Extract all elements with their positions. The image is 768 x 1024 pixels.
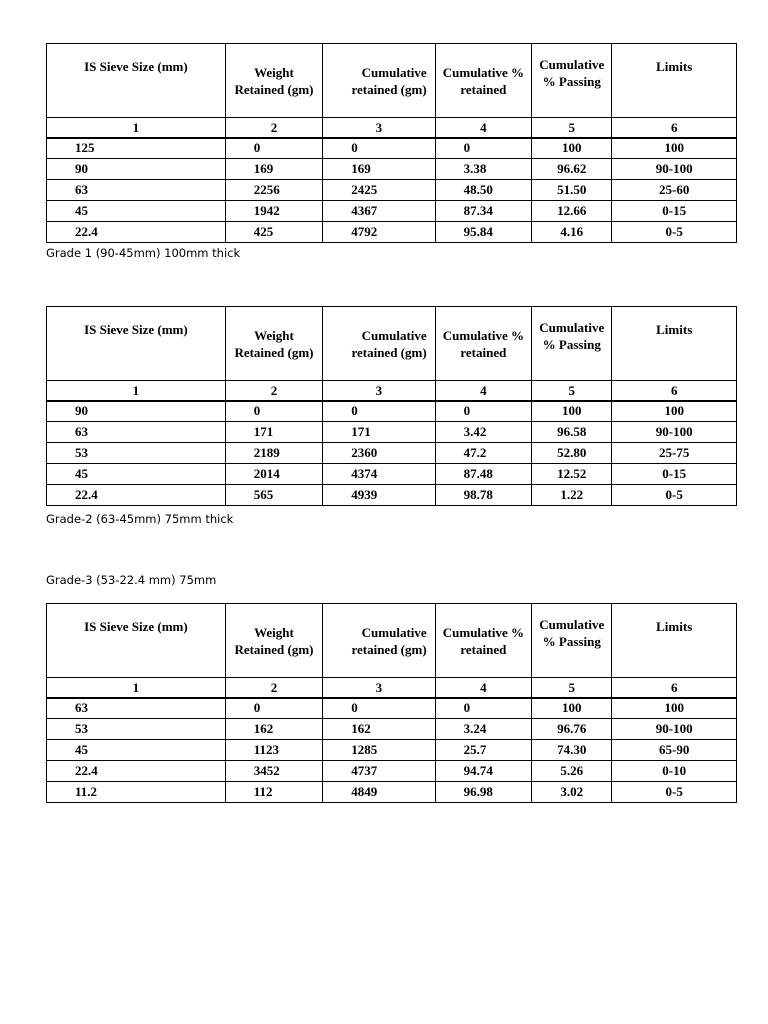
limits-cell: 100	[612, 401, 737, 422]
cumulative-percent-retained-cell: 25.7	[435, 740, 531, 761]
limits-cell: 90-100	[612, 719, 737, 740]
weight-retained-cell: 2014	[225, 464, 322, 485]
cumulative-retained-cell: 169	[323, 159, 435, 180]
column-number: 6	[612, 381, 737, 401]
weight-retained-cell: 2256	[225, 180, 322, 201]
column-number: 5	[532, 381, 612, 401]
sieve-size-cell: 63	[47, 698, 226, 719]
limits-cell: 90-100	[612, 159, 737, 180]
column-number: 5	[532, 118, 612, 138]
header-weight-retained: Weight Retained (gm)	[225, 604, 322, 678]
sieve-size-cell: 45	[47, 740, 226, 761]
weight-retained-cell: 1123	[225, 740, 322, 761]
cumulative-percent-retained-cell: 0	[435, 138, 531, 159]
table-row	[47, 422, 737, 443]
column-number: 2	[225, 381, 322, 401]
cumulative-percent-passing-cell: 51.50	[532, 180, 612, 201]
cumulative-percent-retained-cell: 3.38	[435, 159, 531, 180]
cumulative-retained-cell: 4849	[323, 782, 435, 803]
table-row	[47, 159, 737, 180]
table-row	[47, 201, 737, 222]
cumulative-percent-retained-cell: 87.34	[435, 201, 531, 222]
column-number: 1	[47, 118, 226, 138]
sieve-size-cell: 45	[47, 464, 226, 485]
cumulative-percent-passing-cell: 52.80	[532, 443, 612, 464]
header-cumulative-percent-retained: Cumulative % retained	[435, 44, 531, 118]
cumulative-percent-passing-cell: 12.66	[532, 201, 612, 222]
weight-retained-cell: 3452	[225, 761, 322, 782]
table-row	[47, 485, 737, 506]
cumulative-percent-passing-cell: 3.02	[532, 782, 612, 803]
column-number: 3	[323, 381, 435, 401]
limits-cell: 65-90	[612, 740, 737, 761]
table-row	[47, 138, 737, 159]
cumulative-percent-passing-cell: 12.52	[532, 464, 612, 485]
weight-retained-cell: 0	[225, 401, 322, 422]
weight-retained-cell: 169	[225, 159, 322, 180]
column-number: 4	[435, 381, 531, 401]
sieve-size-cell: 11.2	[47, 782, 226, 803]
column-number: 2	[225, 118, 322, 138]
cumulative-retained-cell: 0	[323, 138, 435, 159]
table-row	[47, 782, 737, 803]
table-row	[47, 180, 737, 201]
column-number: 2	[225, 678, 322, 698]
limits-cell: 0-10	[612, 761, 737, 782]
table-row	[47, 719, 737, 740]
sieve-size-cell: 125	[47, 138, 226, 159]
cumulative-percent-passing-cell: 96.62	[532, 159, 612, 180]
column-number: 3	[323, 118, 435, 138]
table-caption-grade-1: Grade 1 (90-45mm) 100mm thick	[46, 246, 241, 260]
sieve-size-cell: 63	[47, 180, 226, 201]
limits-cell: 25-60	[612, 180, 737, 201]
header-cumulative-percent-retained: Cumulative % retained	[435, 307, 531, 381]
sieve-size-cell: 22.4	[47, 761, 226, 782]
cumulative-percent-passing-cell: 74.30	[532, 740, 612, 761]
weight-retained-cell: 162	[225, 719, 322, 740]
header-cumulative-percent-passing: Cumulative % Passing	[532, 604, 612, 678]
cumulative-percent-retained-cell: 3.24	[435, 719, 531, 740]
cumulative-percent-retained-cell: 3.42	[435, 422, 531, 443]
header-cumulative-retained: Cumulative retained (gm)	[323, 307, 435, 381]
column-number-row	[47, 118, 737, 138]
header-sieve-size: IS Sieve Size (mm)	[47, 604, 226, 678]
weight-retained-cell: 425	[225, 222, 322, 243]
header-limits: Limits	[612, 44, 737, 118]
header-cumulative-percent-passing: Cumulative % Passing	[532, 44, 612, 118]
sieve-size-cell: 22.4	[47, 222, 226, 243]
limits-cell: 90-100	[612, 422, 737, 443]
header-cumulative-percent-retained: Cumulative % retained	[435, 604, 531, 678]
weight-retained-cell: 565	[225, 485, 322, 506]
header-row	[47, 604, 737, 678]
cumulative-retained-cell: 4792	[323, 222, 435, 243]
header-sieve-size: IS Sieve Size (mm)	[47, 44, 226, 118]
cumulative-percent-passing-cell: 100	[532, 698, 612, 719]
sieve-analysis-table-grade-3	[46, 603, 737, 803]
header-sieve-size: IS Sieve Size (mm)	[47, 307, 226, 381]
cumulative-percent-passing-cell: 100	[532, 401, 612, 422]
cumulative-percent-passing-cell: 4.16	[532, 222, 612, 243]
weight-retained-cell: 112	[225, 782, 322, 803]
column-number: 3	[323, 678, 435, 698]
table-row	[47, 401, 737, 422]
table-row	[47, 740, 737, 761]
table-caption-grade-2: Grade-2 (63-45mm) 75mm thick	[46, 512, 234, 526]
sieve-analysis-table-grade-1	[46, 43, 737, 243]
limits-cell: 100	[612, 698, 737, 719]
sieve-size-cell: 53	[47, 443, 226, 464]
cumulative-retained-cell: 4939	[323, 485, 435, 506]
sieve-size-cell: 22.4	[47, 485, 226, 506]
cumulative-retained-cell: 171	[323, 422, 435, 443]
column-number: 4	[435, 678, 531, 698]
header-weight-retained: Weight Retained (gm)	[225, 44, 322, 118]
cumulative-retained-cell: 1285	[323, 740, 435, 761]
cumulative-retained-cell: 0	[323, 698, 435, 719]
table-row	[47, 698, 737, 719]
table-row	[47, 464, 737, 485]
cumulative-percent-retained-cell: 0	[435, 401, 531, 422]
weight-retained-cell: 2189	[225, 443, 322, 464]
limits-cell: 0-15	[612, 464, 737, 485]
cumulative-percent-retained-cell: 87.48	[435, 464, 531, 485]
column-number: 4	[435, 118, 531, 138]
cumulative-percent-passing-cell: 5.26	[532, 761, 612, 782]
weight-retained-cell: 0	[225, 138, 322, 159]
cumulative-percent-passing-cell: 1.22	[532, 485, 612, 506]
limits-cell: 0-5	[612, 222, 737, 243]
weight-retained-cell: 0	[225, 698, 322, 719]
cumulative-retained-cell: 4374	[323, 464, 435, 485]
limits-cell: 25-75	[612, 443, 737, 464]
limits-cell: 0-15	[612, 201, 737, 222]
limits-cell: 100	[612, 138, 737, 159]
column-number-row	[47, 678, 737, 698]
sieve-analysis-table-grade-2	[46, 306, 737, 506]
sieve-size-cell: 63	[47, 422, 226, 443]
table-row	[47, 443, 737, 464]
table-caption-grade-3: Grade-3 (53-22.4 mm) 75mm	[46, 573, 217, 587]
cumulative-percent-retained-cell: 94.74	[435, 761, 531, 782]
header-cumulative-percent-passing: Cumulative % Passing	[532, 307, 612, 381]
cumulative-retained-cell: 4367	[323, 201, 435, 222]
header-limits: Limits	[612, 307, 737, 381]
cumulative-retained-cell: 2360	[323, 443, 435, 464]
sieve-size-cell: 90	[47, 401, 226, 422]
sieve-size-cell: 45	[47, 201, 226, 222]
cumulative-retained-cell: 162	[323, 719, 435, 740]
limits-cell: 0-5	[612, 485, 737, 506]
weight-retained-cell: 1942	[225, 201, 322, 222]
cumulative-percent-retained-cell: 95.84	[435, 222, 531, 243]
column-number: 5	[532, 678, 612, 698]
table-row	[47, 222, 737, 243]
cumulative-percent-passing-cell: 100	[532, 138, 612, 159]
cumulative-percent-passing-cell: 96.76	[532, 719, 612, 740]
header-row	[47, 307, 737, 381]
cumulative-percent-retained-cell: 0	[435, 698, 531, 719]
header-row	[47, 44, 737, 118]
column-number: 6	[612, 118, 737, 138]
table-row	[47, 761, 737, 782]
cumulative-percent-retained-cell: 96.98	[435, 782, 531, 803]
column-number-row	[47, 381, 737, 401]
column-number: 1	[47, 381, 226, 401]
sieve-size-cell: 90	[47, 159, 226, 180]
header-weight-retained: Weight Retained (gm)	[225, 307, 322, 381]
cumulative-percent-retained-cell: 47.2	[435, 443, 531, 464]
header-limits: Limits	[612, 604, 737, 678]
limits-cell: 0-5	[612, 782, 737, 803]
header-cumulative-retained: Cumulative retained (gm)	[323, 44, 435, 118]
weight-retained-cell: 171	[225, 422, 322, 443]
cumulative-retained-cell: 4737	[323, 761, 435, 782]
column-number: 6	[612, 678, 737, 698]
cumulative-percent-retained-cell: 98.78	[435, 485, 531, 506]
cumulative-percent-retained-cell: 48.50	[435, 180, 531, 201]
cumulative-percent-passing-cell: 96.58	[532, 422, 612, 443]
column-number: 1	[47, 678, 226, 698]
cumulative-retained-cell: 0	[323, 401, 435, 422]
cumulative-retained-cell: 2425	[323, 180, 435, 201]
header-cumulative-retained: Cumulative retained (gm)	[323, 604, 435, 678]
sieve-size-cell: 53	[47, 719, 226, 740]
